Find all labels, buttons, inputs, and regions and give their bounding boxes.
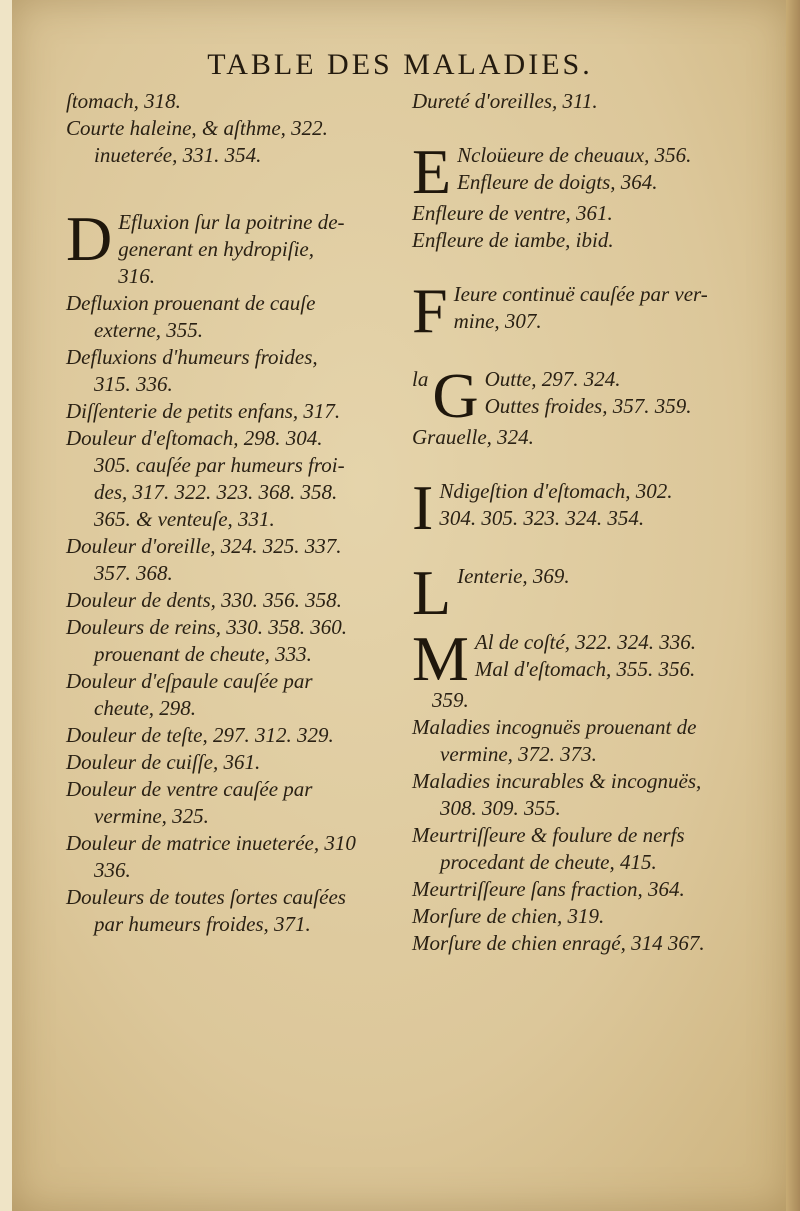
index-entry: Al de coſté, 322. 324. 336. xyxy=(474,630,696,654)
entry-text: Maladies incurables & incognuës, xyxy=(412,769,702,793)
section-d-entries xyxy=(66,290,388,938)
entry-continuation: par humeurs froides, 371. xyxy=(94,912,311,936)
section-d xyxy=(66,203,388,290)
index-entry xyxy=(412,822,772,876)
index-entry: Morſure de chien, 319. xyxy=(412,904,605,928)
entry-continuation: 308. 309. 355. xyxy=(440,796,561,820)
right-column xyxy=(412,88,772,957)
index-entry: Ndigeſtion d'eſtomach, 302. xyxy=(439,479,673,503)
index-entry xyxy=(66,506,388,533)
entry-continuation: 336. xyxy=(94,858,131,882)
entry-continuation: des, 317. 322. 323. 368. 358. xyxy=(94,480,338,504)
index-entry: Mal d'eſtomach, 355. 356. xyxy=(474,657,696,681)
index-entry xyxy=(66,776,388,830)
index-entry xyxy=(412,714,772,768)
entry-continuation: cheute, 298. xyxy=(94,696,197,720)
entry-continuation: vermine, 372. 373. xyxy=(440,742,597,766)
index-entry: Outte, 297. 324. xyxy=(484,367,621,391)
index-entry: Grauelle, 324. xyxy=(412,425,534,449)
section-e xyxy=(412,136,772,207)
index-entry xyxy=(412,768,772,822)
index-entry xyxy=(66,614,388,668)
index-entry: Ncloüeure de cheuaux, 356. xyxy=(457,143,692,167)
index-entry: Morſure de chien enragé, 314 367. xyxy=(412,931,705,955)
index-entry: mine, 307. xyxy=(453,309,542,333)
index-entry: inueterée, 331. 354. xyxy=(94,143,262,167)
index-entry: Outtes froides, 357. 359. xyxy=(484,394,692,418)
index-entry xyxy=(66,425,388,479)
entry-continuation: 315. 336. xyxy=(94,372,173,396)
drop-cap-m: M xyxy=(412,623,469,694)
section-g xyxy=(412,360,772,431)
index-entry: Enfleure de ventre, 361. xyxy=(412,201,613,225)
index-entry: 359. xyxy=(432,688,469,712)
index-entry: generant en hydropiſie, xyxy=(118,237,314,261)
index-entry: Dureté d'oreilles, 311. xyxy=(412,89,598,113)
index-entry xyxy=(66,884,388,938)
entry-text: Douleur de ventre cauſée par xyxy=(66,777,313,801)
entry-text: Defluxion prouenant de cauſe xyxy=(66,291,316,315)
entry-text: Douleur d'eſtomach, 298. 304. xyxy=(66,426,323,450)
drop-cap-i: I xyxy=(412,472,434,543)
index-entry: Ieure continuë cauſée par ver- xyxy=(453,282,708,306)
entry-text: Douleur de matrice inueterée, 310 xyxy=(66,831,356,855)
page-title: TABLE DES MALADIES. xyxy=(207,48,593,81)
index-entry: Courte haleine, & aſthme, 322. xyxy=(66,116,328,140)
left-column xyxy=(66,88,388,938)
index-entry: Enfleure de doigts, 364. xyxy=(457,170,658,194)
entry-text: Meurtriſſeure & foulure de nerfs xyxy=(412,823,685,847)
entry-text: Maladies incognuës prouenant de xyxy=(412,715,697,739)
entry-text: Douleurs de reins, 330. 358. 360. xyxy=(66,615,347,639)
index-entry: ſtomach, 318. xyxy=(66,89,181,113)
entry-text: Douleur d'oreille, 324. 325. 337. xyxy=(66,534,342,558)
index-entry xyxy=(66,344,388,398)
drop-cap-g: G xyxy=(432,360,479,431)
section-l xyxy=(412,557,772,628)
entry-continuation: 305. cauſée par humeurs froi- xyxy=(94,453,345,477)
entry-continuation: 365. & venteuſe, 331. xyxy=(94,507,275,531)
drop-cap-e: E xyxy=(412,136,452,207)
section-f xyxy=(412,275,772,346)
index-entry xyxy=(66,668,388,722)
index-entry: Enfleure de iambe, ibid. xyxy=(412,228,614,252)
drop-cap-l: L xyxy=(412,557,452,628)
index-entry: Ienterie, 369. xyxy=(457,564,570,588)
index-entry xyxy=(66,479,388,506)
index-entry: Meurtriſſeure ſans fraction, 364. xyxy=(412,877,685,901)
index-entry: 316. xyxy=(118,264,155,288)
index-entry: Douleur de teſte, 297. 312. 329. xyxy=(66,723,334,747)
entry-continuation: prouenant de cheute, 333. xyxy=(94,642,312,666)
index-entry: 304. 305. 323. 324. 354. xyxy=(439,506,645,530)
page-fold-edge xyxy=(786,0,800,1211)
index-entry xyxy=(66,290,388,344)
section-m xyxy=(412,623,772,694)
index-entry: Douleur de cuiſſe, 361. xyxy=(66,750,261,774)
section-i xyxy=(412,472,772,543)
index-entry xyxy=(66,830,388,884)
entry-continuation: 357. 368. xyxy=(94,561,173,585)
index-entry: Douleur de dents, 330. 356. 358. xyxy=(66,588,342,612)
entry-prefix: la xyxy=(412,367,429,391)
entry-continuation: externe, 355. xyxy=(94,318,204,342)
entry-text: Defluxions d'humeurs froides, xyxy=(66,345,318,369)
drop-cap-f: F xyxy=(412,275,448,346)
entry-continuation: vermine, 325. xyxy=(94,804,209,828)
entry-text: Douleur d'eſpaule cauſée par xyxy=(66,669,313,693)
drop-cap-d: D xyxy=(66,203,113,274)
index-entry: Efluxion ſur la poitrine de- xyxy=(118,210,345,234)
entry-continuation: procedant de cheute, 415. xyxy=(440,850,657,874)
entry-text: Douleurs de toutes ſortes cauſées xyxy=(66,885,346,909)
index-entry xyxy=(66,533,388,587)
index-entry: Diſſenterie de petits enfans, 317. xyxy=(66,399,341,423)
